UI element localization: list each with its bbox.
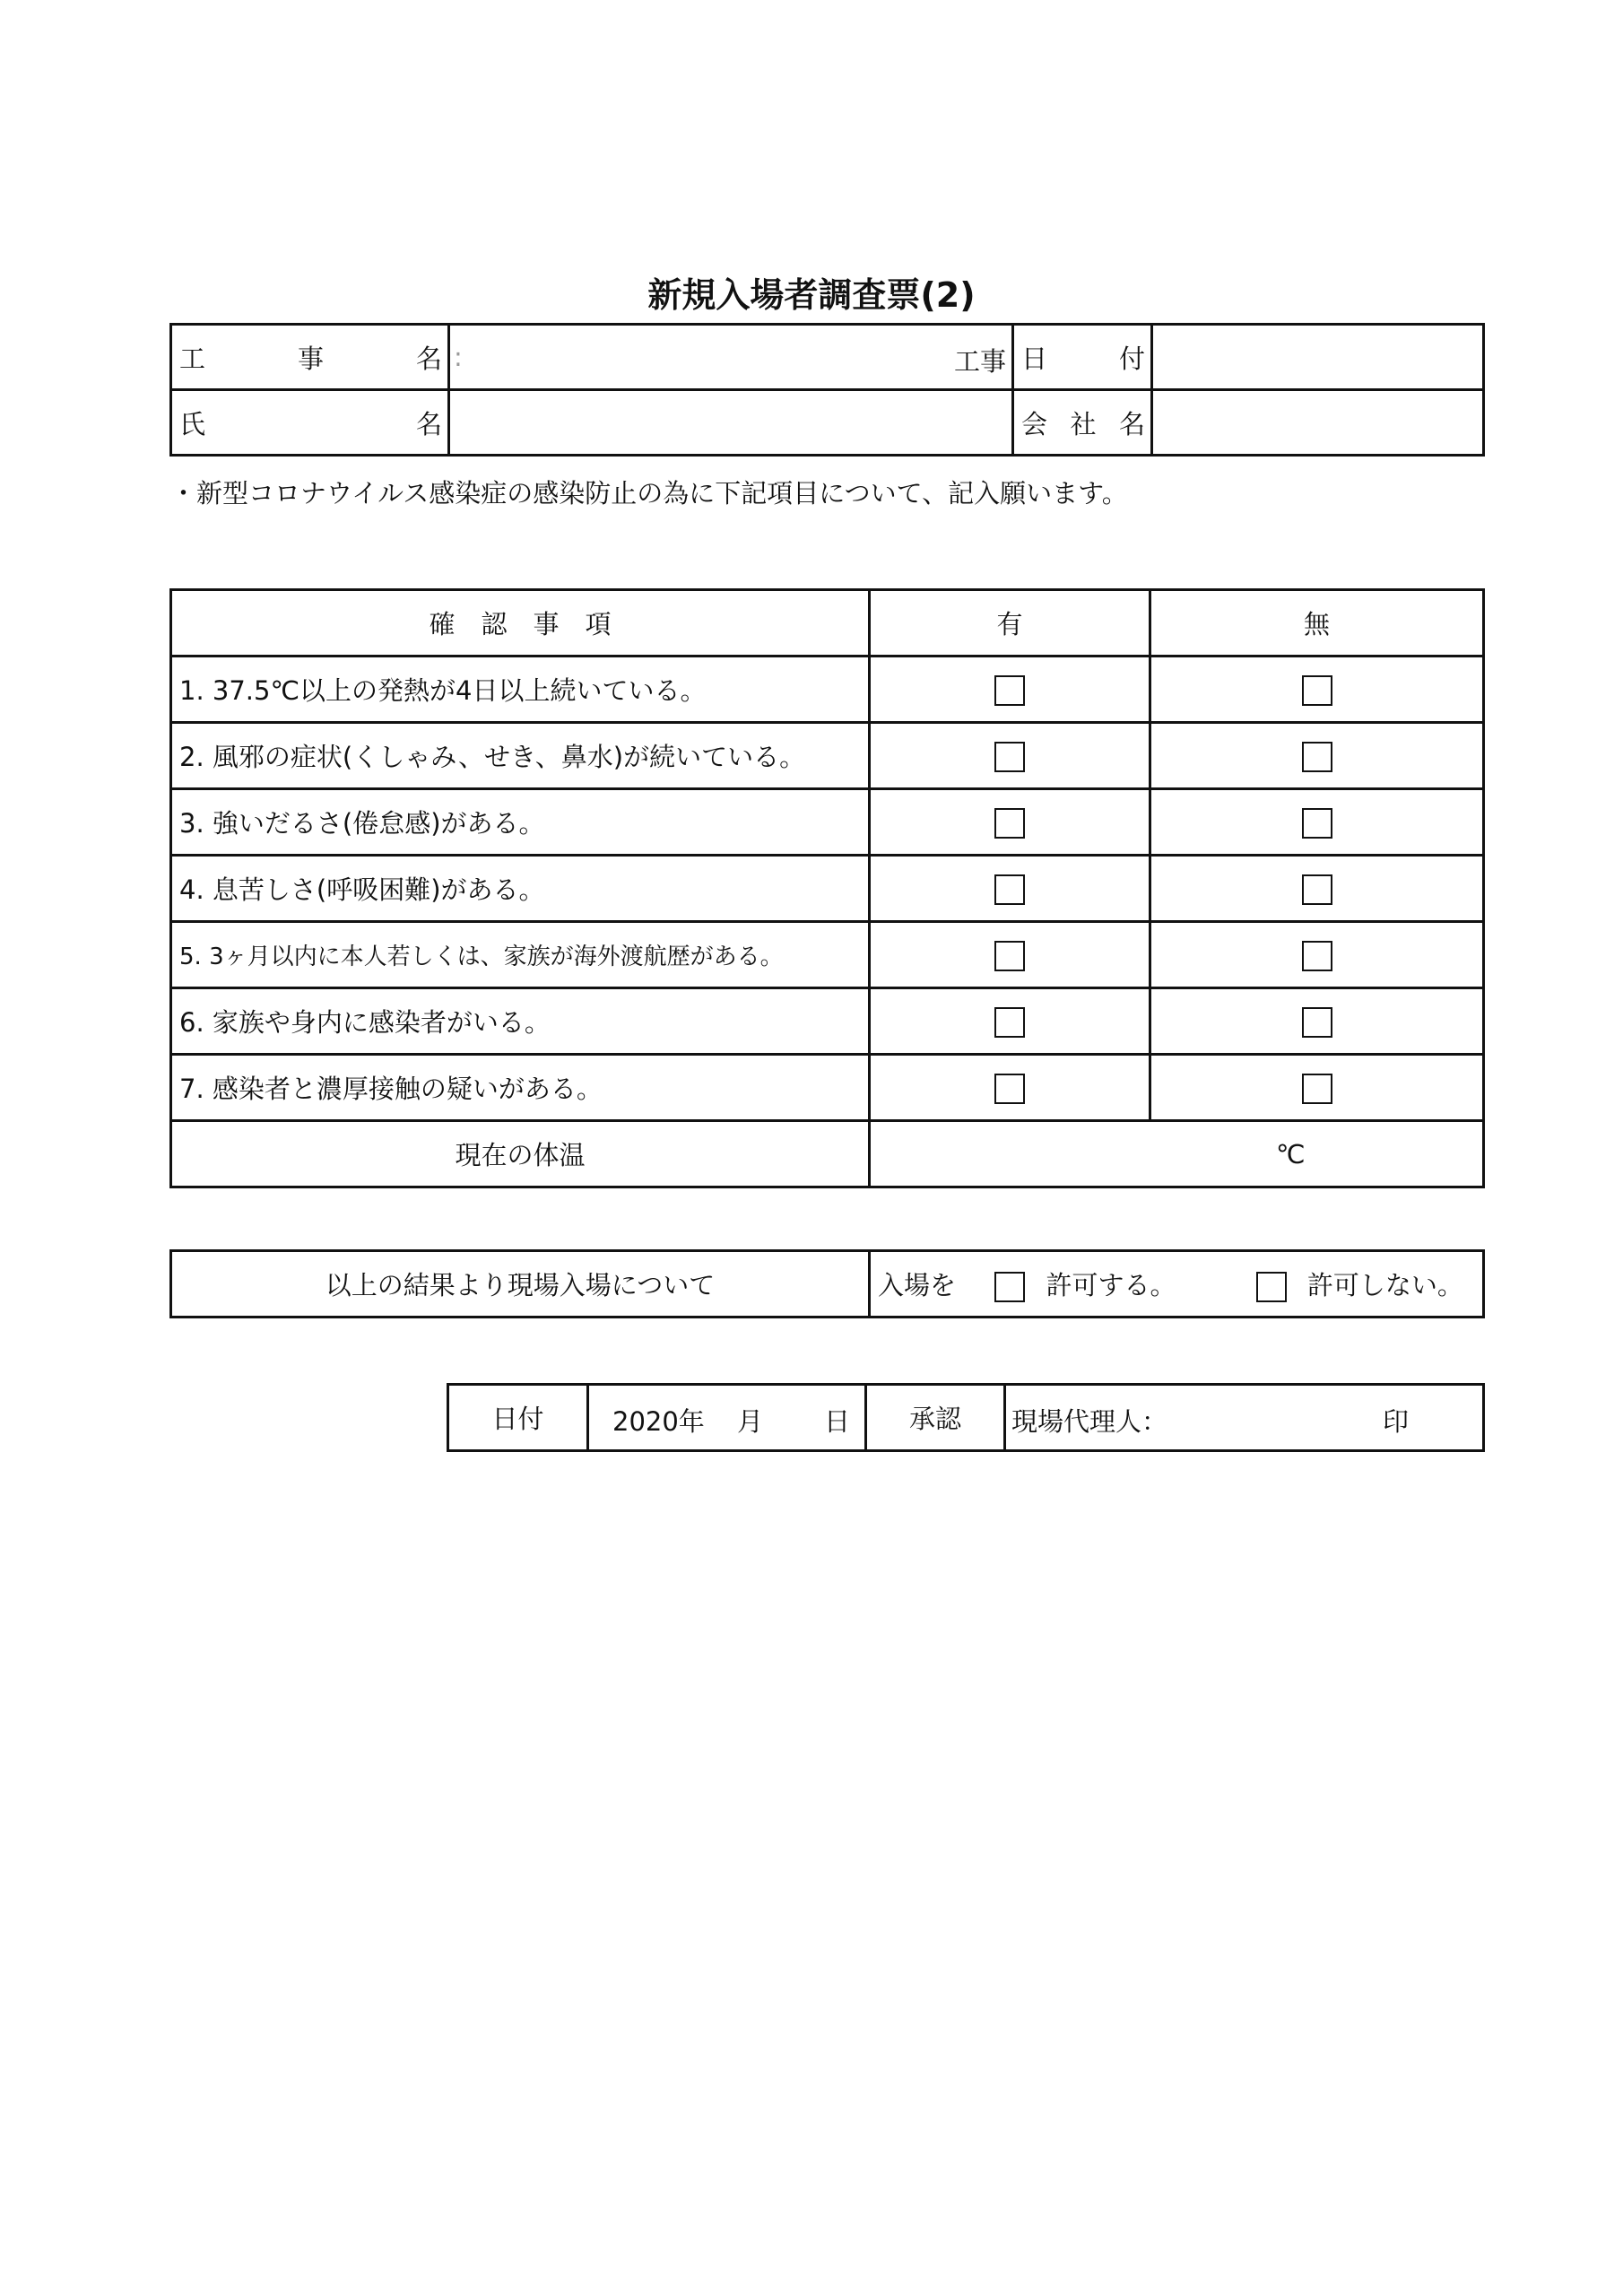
- no-cell: [1150, 723, 1484, 789]
- allow-label: 許可する。: [1046, 1270, 1176, 1300]
- yes-cell: [870, 856, 1150, 922]
- company-field[interactable]: [1152, 390, 1484, 456]
- yes-checkbox[interactable]: [994, 675, 1025, 706]
- temperature-field[interactable]: [870, 1121, 1484, 1187]
- yes-cell: [870, 922, 1150, 988]
- col-header-no: 無: [1150, 590, 1484, 657]
- company-label-cell: [1013, 390, 1152, 456]
- agent-field[interactable]: [1005, 1385, 1484, 1451]
- approval-date-label: 日付: [448, 1385, 588, 1451]
- no-cell: [1150, 1055, 1484, 1121]
- instruction-note: ・新型コロナウイルス感染症の感染防止の為に下記項目について、記入願います。: [170, 478, 1128, 509]
- no-checkbox[interactable]: [1302, 808, 1332, 839]
- deny-label: 許可しない。: [1306, 1270, 1463, 1300]
- name-label-cell: [171, 390, 449, 456]
- item-label: 7. 感染者と濃厚接触の疑いがある。: [171, 1055, 870, 1121]
- project-name-label-cell: [171, 325, 449, 390]
- header-table: [169, 323, 1485, 457]
- table-row: [171, 988, 1484, 1055]
- no-checkbox[interactable]: [1302, 941, 1332, 971]
- no-checkbox[interactable]: [1302, 742, 1332, 772]
- seal-mark: 印: [1383, 1406, 1410, 1437]
- no-checkbox[interactable]: [1302, 1074, 1332, 1104]
- project-label-char: 名: [415, 343, 442, 374]
- table-row: [171, 657, 1484, 723]
- item-label: 4. 息苦しさ(呼吸困難)がある。: [171, 856, 870, 922]
- agent-label: 現場代理人：: [1011, 1406, 1168, 1437]
- item-label: 1. 37.5℃以上の発熱が4日以上続いている。: [171, 657, 870, 723]
- no-checkbox[interactable]: [1302, 675, 1332, 706]
- name-field[interactable]: [449, 390, 1013, 456]
- yes-checkbox[interactable]: [994, 742, 1025, 772]
- yes-cell: [870, 657, 1150, 723]
- allow-checkbox[interactable]: [994, 1272, 1025, 1302]
- date-label-char: 日: [1021, 343, 1048, 374]
- approval-day: 日: [824, 1406, 851, 1437]
- yes-checkbox[interactable]: [994, 874, 1025, 905]
- no-checkbox[interactable]: [1302, 874, 1332, 905]
- approval-year: 2020年: [612, 1406, 705, 1437]
- yes-cell: [870, 723, 1150, 789]
- no-cell: [1150, 856, 1484, 922]
- col-header-yes: 有: [870, 590, 1150, 657]
- result-prefix: 入場を: [878, 1270, 957, 1300]
- name-label-char: 氏: [179, 408, 206, 439]
- yes-checkbox[interactable]: [994, 1007, 1025, 1038]
- result-choice-cell: [870, 1251, 1484, 1318]
- date-label-char: 付: [1118, 343, 1145, 374]
- yes-checkbox[interactable]: [994, 941, 1025, 971]
- checklist-table: [169, 588, 1485, 1188]
- table-row: [171, 789, 1484, 856]
- project-name-field[interactable]: [449, 325, 1013, 390]
- yes-cell: [870, 988, 1150, 1055]
- date-label-cell: [1013, 325, 1152, 390]
- col-header-item: 確 認 事 項: [171, 590, 870, 657]
- company-label-char: 社: [1070, 408, 1097, 439]
- temperature-label: 現在の体温: [171, 1121, 870, 1187]
- item-label: 5. 3ヶ月以内に本人若しくは、家族が海外渡航歴がある。: [171, 922, 870, 988]
- project-suffix: 工事: [953, 346, 1006, 377]
- date-field[interactable]: [1152, 325, 1484, 390]
- table-row: [171, 723, 1484, 789]
- item-label: 6. 家族や身内に感染者がいる。: [171, 988, 870, 1055]
- deny-checkbox[interactable]: [1256, 1272, 1287, 1302]
- no-cell: [1150, 922, 1484, 988]
- approve-label: 承認: [866, 1385, 1005, 1451]
- project-label-char: 工: [179, 343, 206, 374]
- approval-table: [447, 1383, 1485, 1452]
- result-table: [169, 1249, 1485, 1318]
- no-checkbox[interactable]: [1302, 1007, 1332, 1038]
- table-row: [171, 856, 1484, 922]
- page-title: 新規入場者調査票(2): [647, 275, 976, 315]
- yes-cell: [870, 789, 1150, 856]
- table-row: [171, 1055, 1484, 1121]
- table-row: [171, 922, 1484, 988]
- no-cell: [1150, 988, 1484, 1055]
- item-label: 2. 風邪の症状(くしゃみ、せき、鼻水)が続いている。: [171, 723, 870, 789]
- temperature-row: [171, 1121, 1484, 1187]
- project-label-char: 事: [297, 343, 324, 374]
- yes-checkbox[interactable]: [994, 808, 1025, 839]
- project-colon: :: [454, 342, 463, 372]
- company-label-char: 名: [1118, 408, 1145, 439]
- yes-cell: [870, 1055, 1150, 1121]
- no-cell: [1150, 789, 1484, 856]
- yes-checkbox[interactable]: [994, 1074, 1025, 1104]
- name-label-char: 名: [415, 408, 442, 439]
- company-label-char: 会: [1021, 408, 1048, 439]
- result-label: 以上の結果より現場入場について: [171, 1251, 870, 1318]
- no-cell: [1150, 657, 1484, 723]
- item-label: 3. 強いだるさ(倦怠感)がある。: [171, 789, 870, 856]
- temperature-unit: ℃: [1276, 1138, 1306, 1170]
- approval-date-field[interactable]: [588, 1385, 866, 1451]
- approval-month: 月: [737, 1406, 764, 1437]
